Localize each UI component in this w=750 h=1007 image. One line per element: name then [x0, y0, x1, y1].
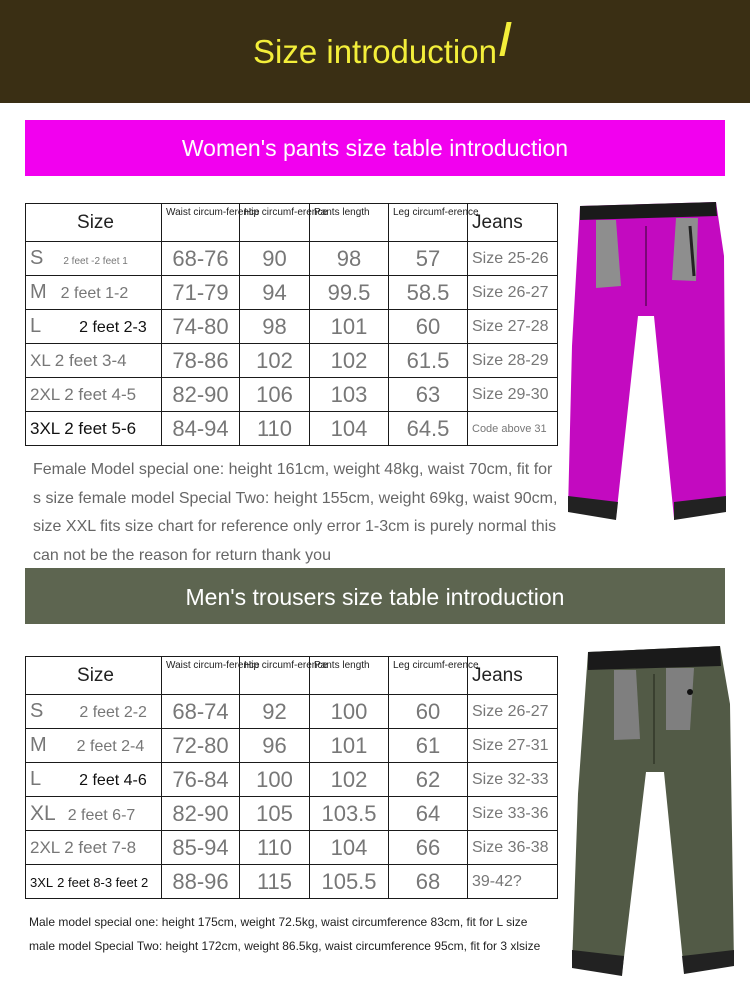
leg-cell: 60	[389, 695, 468, 729]
leg-cell: 58.5	[389, 276, 468, 310]
header-leg: Leg circumf-erence	[389, 204, 468, 242]
header-size: Size	[26, 657, 162, 695]
men-section-title: Men's trousers size table introduction	[25, 568, 725, 624]
length-cell: 103	[310, 378, 389, 412]
table-row	[26, 831, 558, 865]
waist-cell: 72-80	[162, 729, 240, 763]
size-cell: M 2 feet 1-2	[26, 276, 162, 310]
hip-cell: 94	[240, 276, 310, 310]
waist-cell: 68-74	[162, 695, 240, 729]
jeans-cell: Size 26-27	[468, 276, 558, 310]
leg-cell: 62	[389, 763, 468, 797]
waist-cell: 76-84	[162, 763, 240, 797]
men-table-header	[26, 657, 558, 695]
waist-cell: 68-76	[162, 242, 240, 276]
size-cell: 2XL 2 feet 7-8	[26, 831, 162, 865]
header-jeans: Jeans	[468, 657, 558, 695]
size-cell: S 2 feet -2 feet 1	[26, 242, 162, 276]
jeans-cell: Code above 31	[468, 412, 558, 446]
size-cell: 3XL 2 feet 8-3 feet 2	[26, 865, 162, 899]
hip-cell: 92	[240, 695, 310, 729]
table-row	[26, 310, 558, 344]
size-cell: XL 2 feet 3-4	[26, 344, 162, 378]
table-row	[26, 865, 558, 899]
table-row	[26, 695, 558, 729]
leg-cell: 64	[389, 797, 468, 831]
size-cell: 3XL 2 feet 5-6	[26, 412, 162, 446]
women-size-table	[25, 203, 558, 446]
jeans-cell: Size 29-30	[468, 378, 558, 412]
waist-cell: 84-94	[162, 412, 240, 446]
leg-cell: 60	[389, 310, 468, 344]
jeans-cell: Size 33-36	[468, 797, 558, 831]
hip-cell: 100	[240, 763, 310, 797]
jeans-cell: Size 27-28	[468, 310, 558, 344]
header-waist: Waist circum-ference	[162, 657, 240, 695]
hip-cell: 110	[240, 831, 310, 865]
header-hip: Hip circumf-erence	[240, 204, 310, 242]
waist-cell: 82-90	[162, 797, 240, 831]
size-cell: M 2 feet 2-4	[26, 729, 162, 763]
header-waist: Waist circum-ference	[162, 204, 240, 242]
length-cell: 102	[310, 344, 389, 378]
leg-cell: 64.5	[389, 412, 468, 446]
leg-cell: 61.5	[389, 344, 468, 378]
table-row	[26, 276, 558, 310]
length-cell: 99.5	[310, 276, 389, 310]
length-cell: 101	[310, 310, 389, 344]
jeans-cell: Size 25-26	[468, 242, 558, 276]
waist-cell: 82-90	[162, 378, 240, 412]
table-row	[26, 242, 558, 276]
length-cell: 105.5	[310, 865, 389, 899]
table-row	[26, 412, 558, 446]
leg-cell: 68	[389, 865, 468, 899]
length-cell: 100	[310, 695, 389, 729]
hip-cell: 102	[240, 344, 310, 378]
size-cell: L 2 feet 2-3	[26, 310, 162, 344]
header-leg: Leg circumf-erence	[389, 657, 468, 695]
size-cell: XL 2 feet 6-7	[26, 797, 162, 831]
page-title: Size introduction	[253, 33, 497, 70]
jeans-cell: Size 27-31	[468, 729, 558, 763]
men-model-note-line1: Male model special one: height 175cm, weight 72.5kg, waist circumference 83cm, fit for L size	[29, 915, 528, 929]
leg-cell: 61	[389, 729, 468, 763]
women-model-note: Female Model special one: height 161cm, weight 48kg, waist 70cm, fit for s size female model Special Two: height 155cm, weight 69kg, waist 90cm, size XXL fits size chart for reference only error 1-3cm is purely normal this can not be the reason for return thank you	[33, 461, 558, 564]
header-size: Size	[26, 204, 162, 242]
size-cell: S 2 feet 2-2	[26, 695, 162, 729]
jeans-cell: Size 28-29	[468, 344, 558, 378]
jeans-cell: Size 32-33	[468, 763, 558, 797]
length-cell: 104	[310, 412, 389, 446]
hip-cell: 96	[240, 729, 310, 763]
hip-cell: 115	[240, 865, 310, 899]
leg-cell: 63	[389, 378, 468, 412]
waist-cell: 78-86	[162, 344, 240, 378]
jeans-cell: Size 26-27	[468, 695, 558, 729]
waist-cell: 88-96	[162, 865, 240, 899]
hip-cell: 98	[240, 310, 310, 344]
header-bar	[0, 0, 750, 103]
table-row	[26, 797, 558, 831]
women-table-header	[26, 204, 558, 242]
length-cell: 103.5	[310, 797, 389, 831]
table-row	[26, 378, 558, 412]
table-row	[26, 344, 558, 378]
hip-cell: 105	[240, 797, 310, 831]
size-cell: L 2 feet 4-6	[26, 763, 162, 797]
header-length: Pants length	[310, 657, 389, 695]
table-row	[26, 763, 558, 797]
women-section-title: Women's pants size table introduction	[25, 120, 725, 176]
waist-cell: 71-79	[162, 276, 240, 310]
header-jeans: Jeans	[468, 204, 558, 242]
magenta-softshell-pants-image	[566, 196, 728, 526]
waist-cell: 85-94	[162, 831, 240, 865]
header-hip: Hip circumf-erence	[240, 657, 310, 695]
length-cell: 98	[310, 242, 389, 276]
hip-cell: 110	[240, 412, 310, 446]
jeans-cell: 39-42?	[468, 865, 558, 899]
length-cell: 104	[310, 831, 389, 865]
leg-cell: 66	[389, 831, 468, 865]
men-model-note-line2: male model Special Two: height 172cm, weight 86.5kg, waist circumference 95cm, fit for 3 xlsize	[29, 939, 541, 953]
header-length: Pants length	[310, 204, 389, 242]
table-row	[26, 729, 558, 763]
waist-cell: 74-80	[162, 310, 240, 344]
length-cell: 102	[310, 763, 389, 797]
length-cell: 101	[310, 729, 389, 763]
leg-cell: 57	[389, 242, 468, 276]
hip-cell: 106	[240, 378, 310, 412]
size-cell: 2XL 2 feet 4-5	[26, 378, 162, 412]
jeans-cell: Size 36-38	[468, 831, 558, 865]
olive-softshell-pants-image	[570, 644, 738, 980]
men-size-table	[25, 656, 558, 899]
hip-cell: 90	[240, 242, 310, 276]
